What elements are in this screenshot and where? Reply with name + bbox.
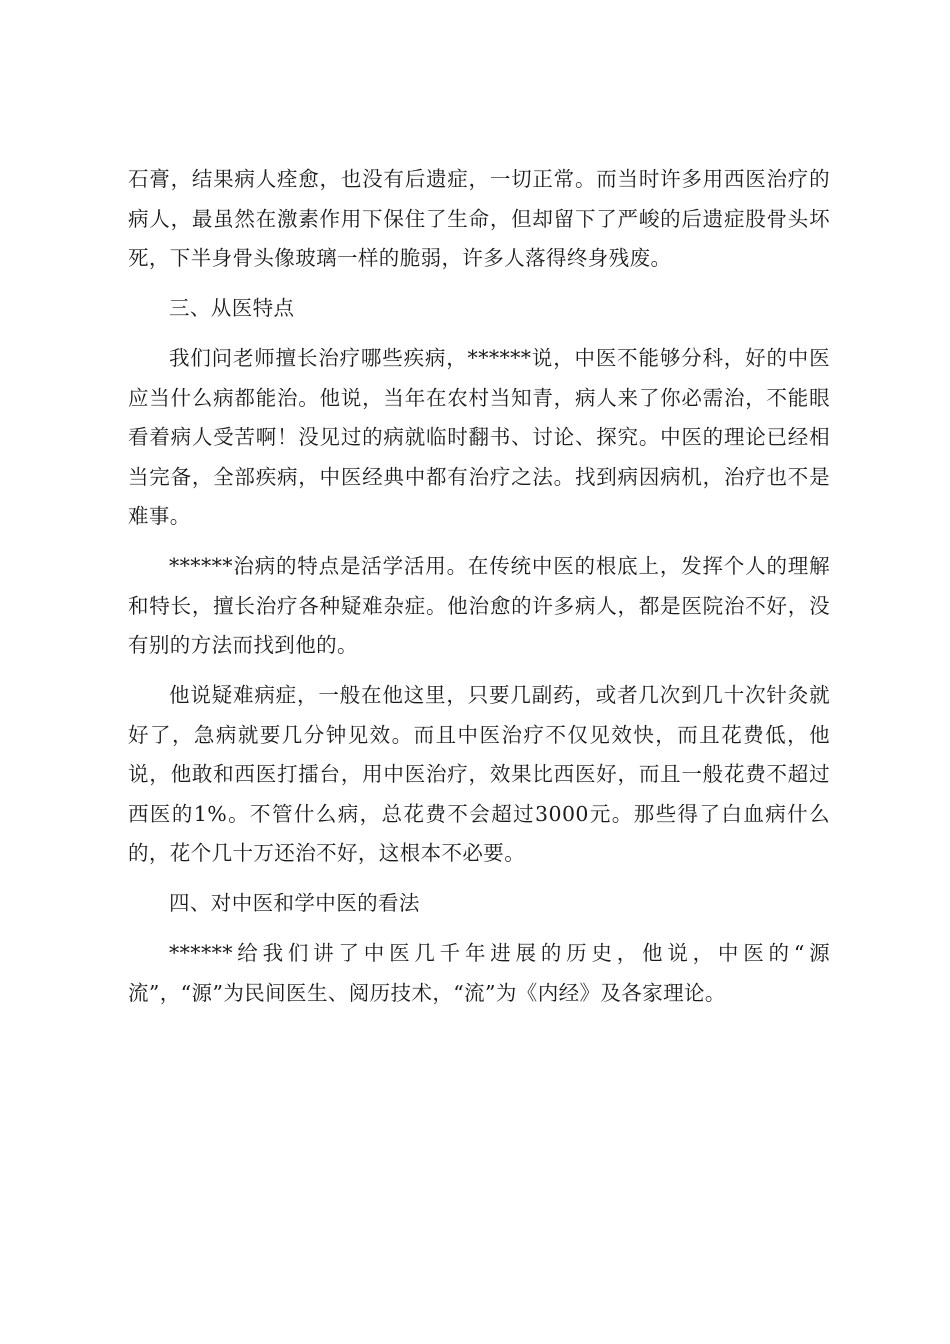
- section-heading-4: 四、对中医和学中医的看法: [169, 891, 420, 915]
- paragraph-treatment-feature: ******治病的特点是活学活用。在传统中医的根底上，发挥个人的理解和特长，擅长治疗各种疑难杂症。他治愈的许多病人，都是医院治不好，没有别的方法而找到他的。: [128, 554, 830, 657]
- section-heading-3: 三、从医特点: [169, 296, 295, 320]
- paragraph-specialty: 我们问老师擅长治疗哪些疾病，******说，中医不能够分科，好的中医应当什么病都能治。他说，当年在农村当知青，病人来了你必需治，不能眼看着病人受苦啊！没见过的病就临时翻书、讨论、探究。中医的理论已经相当完备，全部疾病，中医经典中都有治疗之法。找到病因病机，治疗也不是难事。: [128, 346, 830, 528]
- paragraph-cost: 他说疑难病症，一般在他这里，只要几副药，或者几次到几十次针灸就好了，急病就要几分钟见效。而且中医治疗不仅见效快，而且花费低，他说，他敢和西医打擂台，用中医治疗，效果比西医好，而且一般花费不超过西医的1%。不管什么病，总花费不会超过3000元。那些得了白血病什么的，花个几十万还治不好，这根本不必要。: [128, 683, 830, 865]
- paragraph-history: ******给我们讲了中医几千年进展的历史，他说，中医的“源流”，“源”为民间医生、阅历技术，“流”为《内经》及各家理论。: [128, 941, 830, 1005]
- paragraph-continued: 石膏，结果病人痊愈，也没有后遗症，一切正常。而当时许多用西医治疗的病人，最虽然在激素作用下保住了生命，但却留下了严峻的后遗症股骨头坏死，下半身骨头像玻璃一样的脆弱，许多人落得终身残废。: [128, 167, 830, 270]
- document-body: [128, 160, 830, 1024]
